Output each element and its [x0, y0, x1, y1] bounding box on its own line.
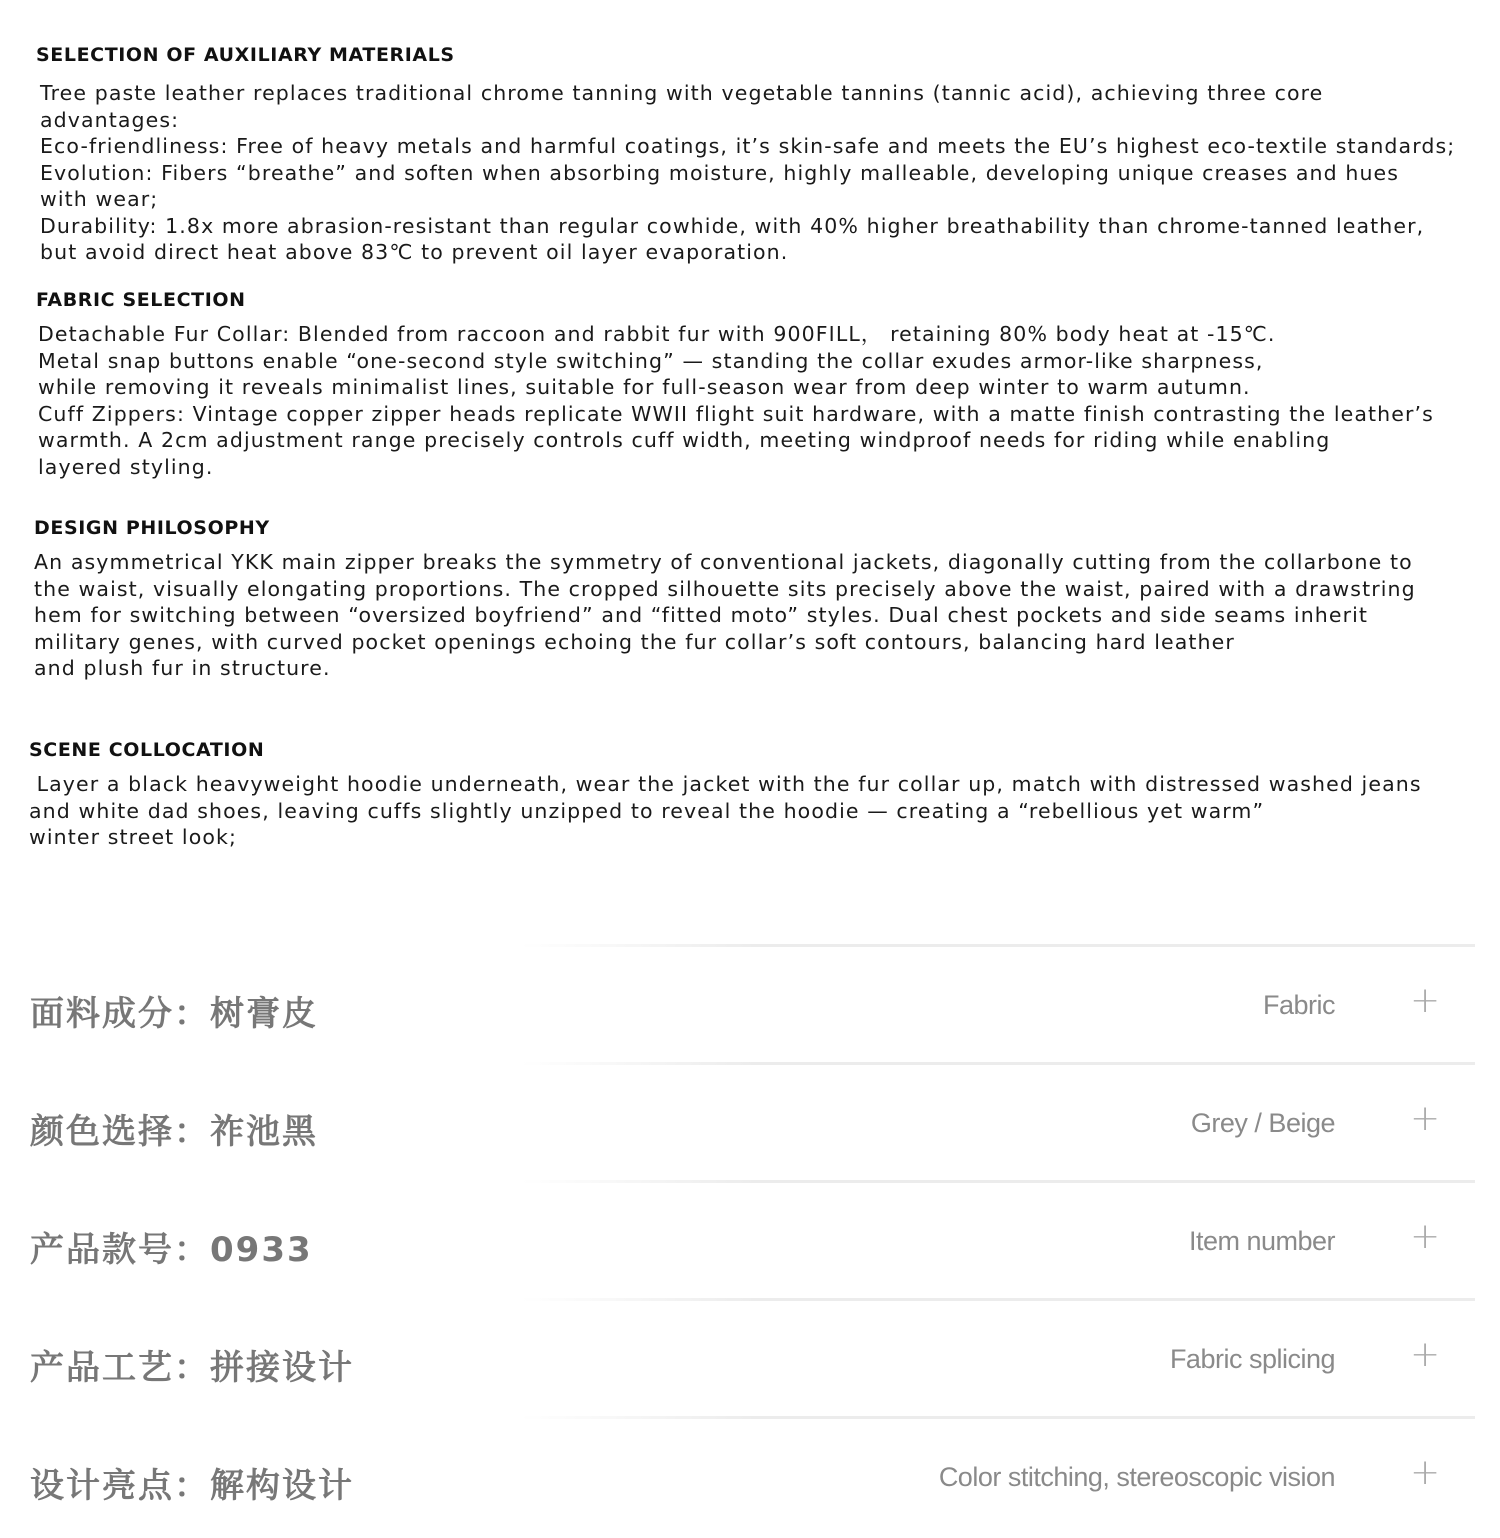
section-heading: SCENE COLLOCATION	[29, 739, 265, 761]
spec-label: 产品款号：0933	[30, 1230, 313, 1270]
spec-label: 颜色选择：祚池黑	[30, 1112, 318, 1152]
text-line: winter street look;	[29, 825, 237, 849]
spec-row-item-number[interactable]	[0, 1180, 1500, 1298]
text-line: advantages:	[40, 107, 180, 132]
text-line: Eco-friendliness: Free of heavy metals and harmful coatings, it’s skin-safe and meets the EU’s highest eco-textile standards;	[40, 134, 1456, 158]
expand-plus-icon[interactable]: +	[1410, 1334, 1441, 1375]
spec-row-color[interactable]	[0, 1062, 1500, 1180]
spec-table	[0, 944, 1500, 1534]
text-line: hem for switching between “oversized boyfriend” and “fitted moto” styles. Dual chest pockets and side seams inherit	[34, 603, 1369, 627]
section-heading: DESIGN PHILOSOPHY	[34, 517, 270, 539]
section-body	[40, 80, 1496, 266]
text-line: military genes, with curved pocket openings echoing the fur collar’s soft contours, balancing hard leather	[34, 629, 1235, 654]
section-body	[34, 549, 1494, 682]
row-divider	[520, 1298, 1475, 1301]
section-fabric-selection	[36, 289, 1496, 480]
section-body	[29, 771, 1489, 851]
text-line: the waist, visually elongating proportions. The cropped silhouette sits precisely above the waist, paired with a drawstring	[34, 576, 1416, 601]
text-line: and plush fur in structure.	[34, 656, 331, 680]
text-line: Durability: 1.8x more abrasion-resistant than regular cowhide, with 40% higher breathability than chrome-tanned leather,	[40, 213, 1425, 238]
spec-row-design-highlight[interactable]	[0, 1416, 1500, 1534]
spec-english-label: Fabric	[1262, 990, 1335, 1020]
spec-english-label: Color stitching, stereoscopic vision	[938, 1462, 1335, 1492]
section-heading: FABRIC SELECTION	[36, 289, 246, 311]
spec-row-fabric[interactable]	[0, 944, 1500, 1062]
row-divider	[520, 944, 1475, 947]
row-divider	[520, 1062, 1475, 1065]
text-line: layered styling.	[38, 454, 214, 479]
row-divider	[520, 1180, 1475, 1183]
spec-row-craft[interactable]	[0, 1298, 1500, 1416]
text-line: warmth. A 2cm adjustment range precisely controls cuff width, meeting windproof needs for riding while enabling	[38, 428, 1331, 452]
text-line: Cuff Zippers: Vintage copper zipper heads replicate WWII flight suit hardware, with a matte finish contrasting the leather’s	[38, 401, 1434, 426]
section-body	[38, 321, 1496, 480]
text-line: Detachable Fur Collar: Blended from raccoon and rabbit fur with 900FILL， retaining 80% body heat at -15℃.	[38, 322, 1276, 346]
text-line: Metal snap buttons enable “one-second style switching” — standing the collar exudes armor-like sharpness,	[38, 348, 1264, 373]
section-scene-collocation	[29, 739, 1489, 851]
text-line: Evolution: Fibers “breathe” and soften when absorbing moisture, highly malleable, developing unique creases and hues	[40, 160, 1400, 185]
spec-label: 设计亮点：解构设计	[30, 1466, 354, 1506]
spec-english-label: Grey / Beige	[1190, 1108, 1335, 1138]
text-line: while removing it reveals minimalist lines, suitable for full-season wear from deep winter to warm autumn.	[38, 375, 1251, 399]
section-design-philosophy	[34, 517, 1494, 682]
text-line: Layer a black heavyweight hoodie underneath, wear the jacket with the fur collar up, match with distressed washed jeans	[29, 772, 1422, 796]
expand-plus-icon[interactable]: +	[1410, 1452, 1441, 1493]
section-auxiliary-materials	[36, 44, 1496, 266]
section-heading: SELECTION OF AUXILIARY MATERIALS	[36, 44, 455, 66]
spec-english-label: Fabric splicing	[1169, 1344, 1335, 1374]
spec-label: 面料成分：树膏皮	[30, 994, 318, 1034]
spec-label: 产品工艺：拼接设计	[30, 1348, 354, 1388]
text-line: An asymmetrical YKK main zipper breaks the symmetry of conventional jackets, diagonally cutting from the collarbone to	[34, 550, 1413, 574]
text-line: with wear;	[40, 187, 159, 211]
text-line: Tree paste leather replaces traditional chrome tanning with vegetable tannins (tannic acid), achieving three core	[40, 81, 1324, 105]
text-line: but avoid direct heat above 83℃ to prevent oil layer evaporation.	[40, 240, 789, 264]
spec-english-label: Item number	[1188, 1226, 1335, 1256]
text-line: and white dad shoes, leaving cuffs slightly unzipped to reveal the hoodie — creating a “rebellious yet warm”	[29, 798, 1265, 823]
expand-plus-icon[interactable]: +	[1410, 1216, 1441, 1257]
expand-plus-icon[interactable]: +	[1410, 1098, 1441, 1139]
row-divider	[520, 1416, 1475, 1419]
expand-plus-icon[interactable]: +	[1410, 980, 1441, 1021]
